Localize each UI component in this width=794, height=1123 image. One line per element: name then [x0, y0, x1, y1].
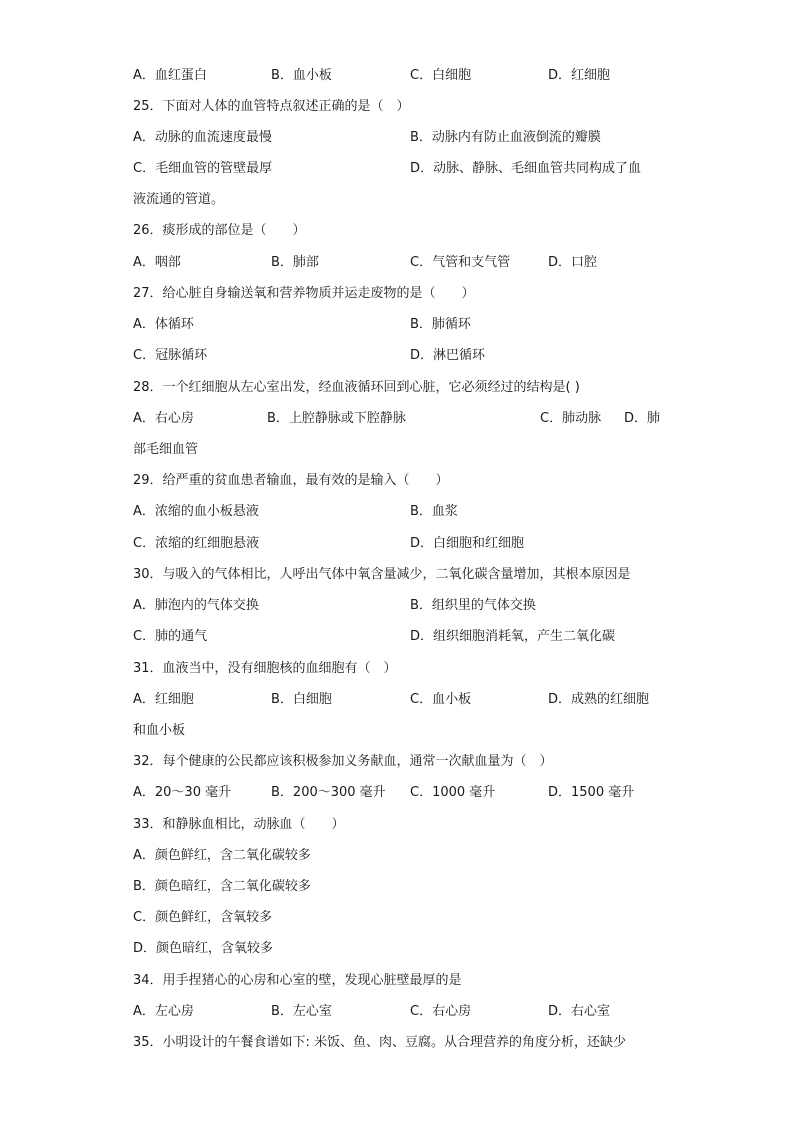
option-a: A．20～30 毫升 — [133, 785, 232, 800]
option-c: C．血小板 — [410, 692, 472, 707]
option-c: C．白细胞 — [410, 68, 472, 83]
option-c: C．右心房 — [410, 1004, 472, 1019]
question-29: 29．给严重的贫血患者输血，最有效的是输入（ ） — [133, 473, 449, 488]
option-c: C．冠脉循环 — [133, 348, 208, 363]
option-b: B．左心室 — [271, 1004, 332, 1019]
option-b: B．颜色暗红，含二氧化碳较多 — [133, 879, 311, 894]
option-d-continued: 液流通的管道。 — [133, 192, 225, 207]
question-25: 25．下面对人体的血管特点叙述正确的是（ ） — [133, 99, 410, 114]
question-28: 28．一个红细胞从左心室出发，经血液循环回到心脏，它必须经过的结构是( ) — [133, 380, 580, 395]
option-d-continued: 部毛细血管 — [133, 442, 199, 457]
option-d-continued: 和血小板 — [133, 723, 186, 738]
option-c: C．1000 毫升 — [410, 785, 496, 800]
option-d: D．1500 毫升 — [548, 785, 635, 800]
option-a: A．红细胞 — [133, 692, 194, 707]
question-33: 33．和静脉血相比，动脉血（ ） — [133, 817, 345, 832]
question-32: 32．每个健康的公民都应该积极参加义务献血，通常一次献血量为（ ） — [133, 754, 553, 769]
option-c: C．气管和支气管 — [410, 255, 511, 270]
option-b: B．白细胞 — [271, 692, 332, 707]
option-d: D．右心室 — [548, 1004, 611, 1019]
option-a: A．浓缩的血小板悬液 — [133, 504, 259, 519]
option-d: D．红细胞 — [548, 68, 611, 83]
question-35: 35．小明设计的午餐食谱如下: 米饭、鱼、肉、豆腐。从合理营养的角度分析，还缺少 — [133, 1035, 627, 1050]
option-c: C．肺动脉 — [540, 411, 602, 426]
option-b: B．动脉内有防止血液倒流的瓣膜 — [410, 130, 601, 145]
option-b: B．组织里的气体交换 — [410, 598, 536, 613]
option-a: A．左心房 — [133, 1004, 194, 1019]
question-31: 31．血液当中，没有细胞核的血细胞有（ ） — [133, 661, 397, 676]
option-d: D．白细胞和红细胞 — [410, 536, 525, 551]
question-26: 26．痰形成的部位是（ ） — [133, 223, 306, 238]
option-d: D．动脉、静脉、毛细血管共同构成了血 — [410, 161, 642, 176]
question-27: 27．给心脏自身输送氧和营养物质并运走废物的是（ ） — [133, 286, 475, 301]
option-c: C．肺的通气 — [133, 629, 208, 644]
option-d: D．淋巴循环 — [410, 348, 486, 363]
option-b: B．上腔静脉或下腔静脉 — [267, 411, 406, 426]
option-a: A．动脉的血流速度最慢 — [133, 130, 272, 145]
option-a: A．右心房 — [133, 411, 194, 426]
option-a: A．咽部 — [133, 255, 181, 270]
option-d: D．组织细胞消耗氧，产生二氧化碳 — [410, 629, 616, 644]
question-34: 34．用手捏猪心的心房和心室的壁，发现心脏壁最厚的是 — [133, 973, 462, 988]
option-c: C．颜色鲜红，含氧较多 — [133, 910, 273, 925]
option-b: B．血浆 — [410, 504, 458, 519]
option-d: D．肺 — [624, 411, 661, 426]
option-a: A．颜色鲜红，含二氧化碳较多 — [133, 848, 311, 863]
option-b: B．200～300 毫升 — [271, 785, 386, 800]
option-c: C．浓缩的红细胞悬液 — [133, 536, 260, 551]
question-30: 30．与吸入的气体相比，人呼出气体中氧含量减少，二氧化碳含量增加，其根本原因是 — [133, 567, 631, 582]
option-a: A．血红蛋白 — [133, 68, 207, 83]
option-a: A．肺泡内的气体交换 — [133, 598, 259, 613]
option-d: D．颜色暗红，含氧较多 — [133, 941, 274, 956]
option-d: D．成熟的红细胞 — [548, 692, 650, 707]
option-b: B．肺循环 — [410, 317, 471, 332]
option-c: C．毛细血管的管壁最厚 — [133, 161, 273, 176]
option-a: A．体循环 — [133, 317, 194, 332]
option-b: B．血小板 — [271, 68, 332, 83]
option-d: D．口腔 — [548, 255, 598, 270]
option-b: B．肺部 — [271, 255, 319, 270]
